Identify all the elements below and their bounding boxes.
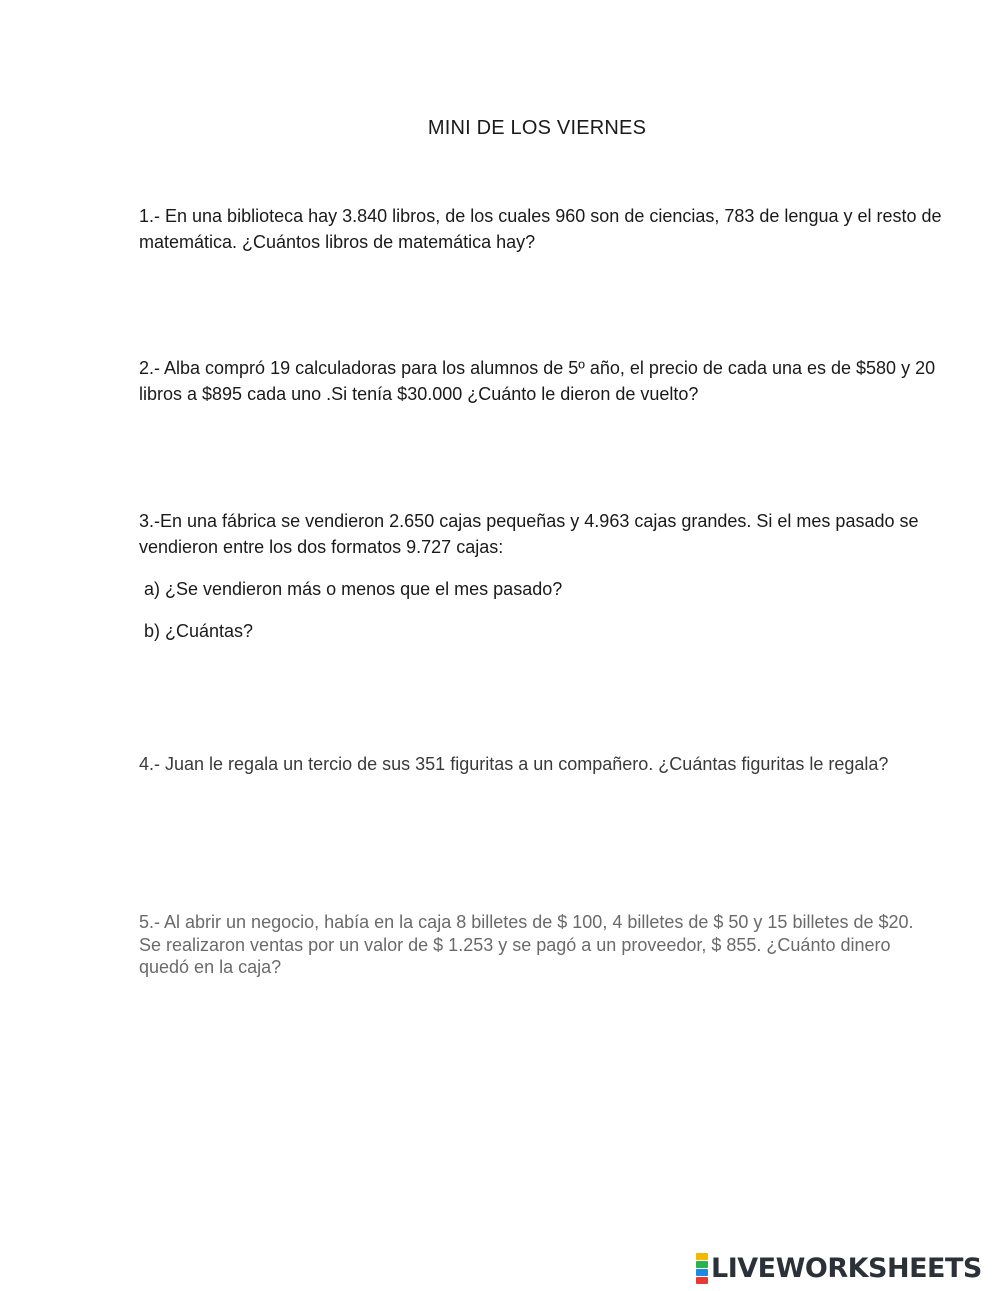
problem-3-subquestion-b: b) ¿Cuántas? (144, 621, 254, 641)
problem-3-text: 3.-En una fábrica se vendieron 2.650 cajas pequeñas y 4.963 cajas grandes. Si el mes pasado se vendieron entre los dos formatos 9.727 cajas: (139, 511, 919, 557)
problem-4-text: 4.- Juan le regala un tercio de sus 351 figuritas a un compañero. ¿Cuántas figuritas le regala? (139, 754, 889, 774)
problem-4 (139, 752, 944, 778)
problem-2-text: 2.- Alba compró 19 calculadoras para los alumnos de 5º año, el precio de cada una es de $580 y 20 libros a $895 cada uno .Si tenía $30.000 ¿Cuánto le dieron de vuelto? (139, 358, 936, 404)
problem-5 (139, 911, 929, 979)
logo-text: LIVEWORKSHEETS (711, 1253, 982, 1284)
problem-3 (139, 509, 944, 560)
logo-block-green (696, 1261, 708, 1268)
page-title: MINI DE LOS VIERNES (427, 117, 647, 139)
problem-2 (139, 356, 944, 407)
problem-1 (139, 204, 944, 255)
liveworksheets-logo-icon (696, 1253, 708, 1284)
logo-block-blue (696, 1269, 708, 1276)
problem-5-text: 5.- Al abrir un negocio, había en la caja 8 billetes de $ 100, 4 billetes de $ 50 y 15 billetes de $20. Se realizaron ventas por un valor de $ 1.253 y se pagó a un proveedor, $ 855. ¿Cuánto dinero quedó en la caja? (139, 912, 914, 977)
logo-block-red (696, 1277, 708, 1284)
logo-block-yellow (696, 1253, 708, 1260)
liveworksheets-logo (696, 1253, 982, 1284)
problem-3-subquestion-a: a) ¿Se vendieron más o menos que el mes pasado? (144, 579, 563, 599)
problem-1-text: 1.- En una biblioteca hay 3.840 libros, de los cuales 960 son de ciencias, 783 de lengua y el resto de matemática. ¿Cuántos libros de matemática hay? (139, 206, 942, 252)
